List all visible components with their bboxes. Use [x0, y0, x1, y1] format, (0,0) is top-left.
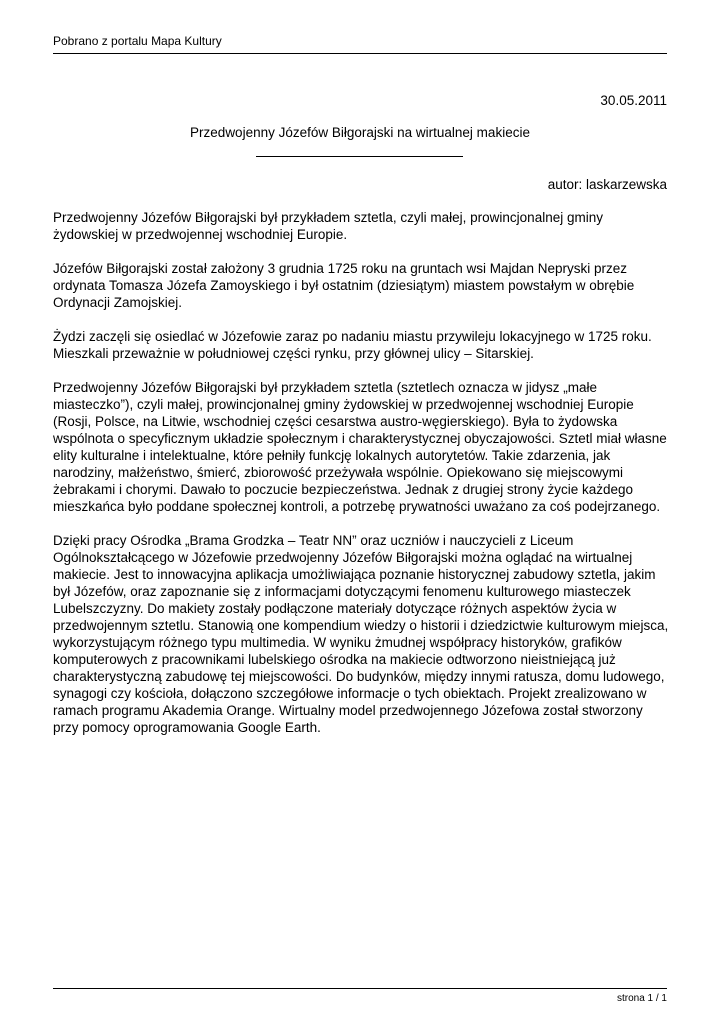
paragraph: Józefów Biłgorajski został założony 3 grudnia 1725 roku na gruntach wsi Majdan Nepryski przez ordynata Tomasza Józefa Zamoyskiego i był ostatnim (dziesiątym) miastem powstałym w obrębie Ordynacji Zamojskiej.: [53, 261, 635, 310]
paragraph: Przedwojenny Józefów Biłgorajski był przykładem sztetla (sztetlech oznacza w jidysz „małe miasteczko”), czyli małej, prowincjonalnej gminy żydowskiej w przedwojennej wschodniej Europie (Rosji, Polsce, na Litwie, wschodniej części cesarstwa austro-węgierskiego). Była to żydowska wspólnota o specyficznym układzie społecznym i charakterystycznej obyczajowości. Sztetl miał własne elity kulturalne i intelektualne, które pełniły funkcję lokalnych autorytetów. Takie zdarzenia, jak narodziny, małżeństwo, śmierć, zbiorowość przeżywała wspólnie. Opiekowano się miejscowymi żebrakami i chorymi. Dawało to poczucie bezpieczeństwa. Jednak z drugiej strony życie każdego mieszkańca było poddane społecznej kontroli, a potrzebę prywatności uważano za coś podejrzanego.: [53, 380, 667, 514]
page-number: strona 1 / 1: [616, 993, 667, 1004]
page-header: [53, 34, 667, 54]
title-underline: [256, 156, 463, 157]
page-footer: [53, 988, 667, 1005]
document-date: 30.05.2011: [600, 93, 667, 108]
document-author: autor: laskarzewska: [547, 177, 667, 192]
paragraph: Przedwojenny Józefów Biłgorajski był przykładem sztetla, czyli małej, prowincjonalnej gminy żydowskiej w przedwojennej wschodniej Europie.: [53, 210, 603, 242]
paragraph: Dzięki pracy Ośrodka „Brama Grodzka – Teatr NN” oraz uczniów i nauczycieli z Liceum Ogólnokształcącego w Józefowie przedwojenny Józefów Biłgorajski można oglądać na wirtualnej makiecie. Jest to innowacyjna aplikacja umożliwiająca poznanie historycznej zabudowy sztetla, jakim był Józefów, oraz zapoznanie się z informacjami dotyczącymi fenomenu kulturowego miasteczek Lubelszczyzny. Do makiety zostały podłączone materiały dotyczące różnych aspektów życia w przedwojennym sztetlu. Stanowią one kompendium wiedzy o historii i dziedzictwie kulturowym miejsca, wykorzystującym różnego typu multimedia. W wyniku żmudnej współpracy historyków, grafików komputerowych z pracownikami lubelskiego ośrodka na makiecie odtworzono nieistniejącą już charakterystyczną zabudowę tej miejscowości. Do budynków, między innymi ratusza, domu ludowego, synagogi czy kościoła, dołączono szczegółowe informacje o tych obiektach. Projekt zrealizowano w ramach programu Akademia Orange. Wirtualny model przedwojennego Józefowa został stworzony przy pomocy oprogramowania Google Earth.: [53, 533, 669, 735]
article-body: [53, 209, 669, 753]
source-text: Pobrano z portalu Mapa Kultury: [53, 34, 222, 48]
paragraph: Żydzi zaczęli się osiedlać w Józefowie zaraz po nadaniu miastu przywileju lokacyjnego w 1725 roku. Mieszkali przeważnie w południowej części rynku, przy głównej ulicy – Sitarskiej.: [53, 329, 652, 361]
document-title: Przedwojenny Józefów Biłgorajski na wirtualnej makiecie: [190, 125, 530, 140]
